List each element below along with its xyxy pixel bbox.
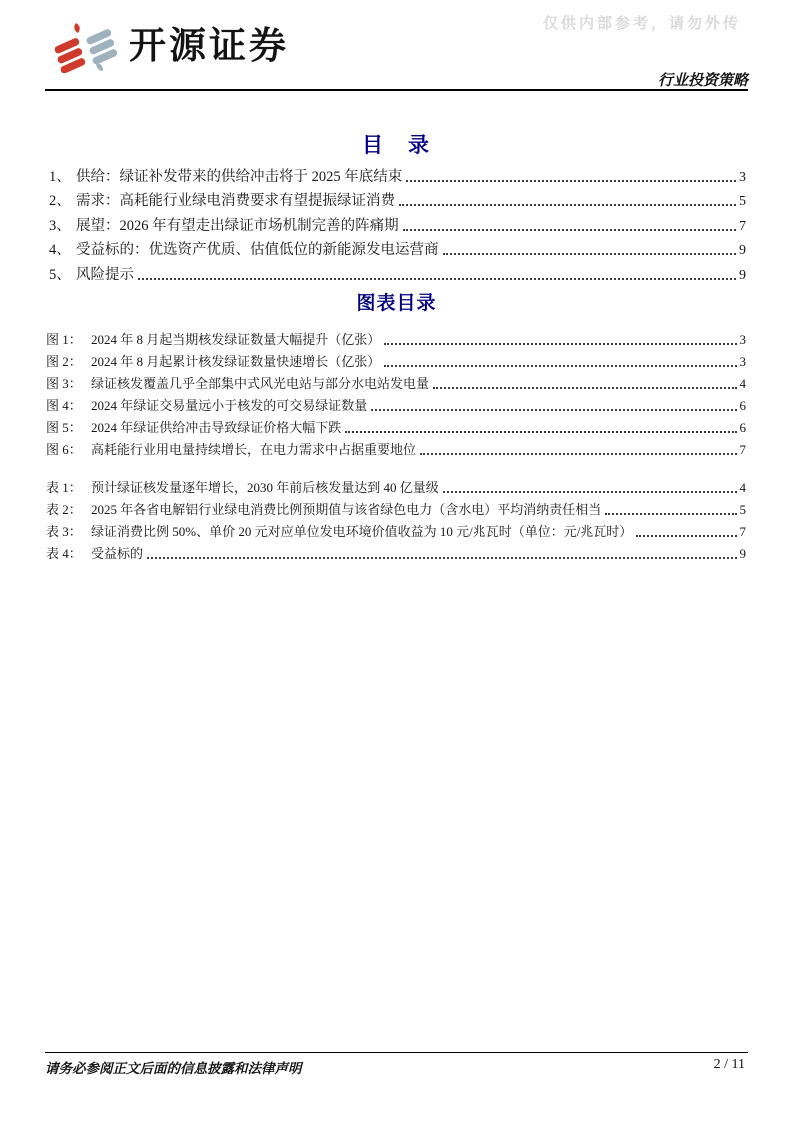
toc-leader-dots (443, 491, 737, 493)
tables-list (45, 474, 748, 562)
table-toc-item[interactable] (45, 518, 748, 540)
toc-item-page: 3 (739, 169, 746, 185)
figure-item-page: 3 (739, 354, 746, 369)
toc-item[interactable] (45, 161, 748, 186)
toc-list (45, 161, 748, 284)
figure-item-text: 2024 年 8 月起当期核发绿证数量大幅提升（亿张） (91, 332, 381, 347)
toc-item[interactable] (45, 259, 748, 284)
toc-item[interactable] (45, 235, 748, 260)
toc-item-number: 2、 (49, 193, 71, 210)
toc-leader-dots (420, 453, 736, 455)
table-item-text: 2025 年各省电解铝行业绿电消费比例预期值与该省绿色电力（含水电）平均消纳责任相当 (91, 502, 602, 517)
figure-item-text: 2024 年绿证交易量远小于核发的可交易绿证数量 (91, 398, 368, 413)
toc-leader-dots (384, 343, 736, 345)
toc-item-number: 1、 (49, 168, 71, 185)
toc-item-page: 5 (739, 194, 746, 210)
figure-item-page: 6 (739, 420, 746, 435)
table-toc-item[interactable] (45, 540, 748, 562)
table-item-number: 表 3： (46, 524, 82, 539)
footer-divider (45, 1052, 748, 1053)
figure-toc-item[interactable] (45, 348, 748, 370)
figure-toc-item[interactable] (45, 436, 748, 458)
toc-leader-dots (345, 431, 736, 433)
header-divider (45, 89, 748, 91)
table-item-number: 表 2： (46, 502, 82, 517)
page-number: 2 / 11 (713, 1057, 745, 1072)
toc-item-number: 3、 (49, 217, 71, 234)
toc-item-number: 5、 (49, 266, 71, 283)
internal-watermark: 仅供内部参考，请勿外传 (542, 16, 741, 32)
toc-leader-dots (138, 278, 736, 280)
toc-item-number: 4、 (49, 242, 71, 259)
brand-name: 开源证券 (129, 25, 289, 66)
report-category-label: 行业投资策略 (657, 73, 748, 89)
figure-item-number: 图 3： (46, 376, 82, 391)
toc-item[interactable] (45, 210, 748, 235)
toc-leader-dots (371, 409, 736, 411)
toc-item-text: 展望：2026 年有望走出绿证市场机制完善的阵痛期 (76, 217, 399, 234)
toc-leader-dots (147, 557, 736, 559)
toc-title: 目 录 (362, 133, 431, 157)
figure-item-text: 2024 年 8 月起累计核发绿证数量快速增长（亿张） (91, 354, 381, 369)
toc-leader-dots (384, 365, 736, 367)
toc-leader-dots (636, 535, 736, 537)
table-item-page: 9 (739, 546, 746, 561)
figure-item-page: 4 (739, 376, 746, 391)
toc-leader-dots (433, 387, 736, 389)
figure-item-number: 图 1： (46, 332, 82, 347)
figure-item-number: 图 2： (46, 354, 82, 369)
figure-item-page: 3 (739, 332, 746, 347)
table-toc-item[interactable] (45, 496, 748, 518)
toc-item-text: 受益标的：优选资产优质、估值低位的新能源发电运营商 (76, 242, 439, 259)
toc-leader-dots (406, 180, 736, 182)
table-item-text: 受益标的 (91, 546, 144, 561)
kaiyuan-logo-icon (55, 19, 117, 73)
toc-item-text: 供给：绿证补发带来的供给冲击将于 2025 年底结束 (76, 168, 403, 185)
footer-disclaimer: 请务必参阅正文后面的信息披露和法律声明 (45, 1061, 302, 1076)
figure-item-number: 图 5： (46, 420, 82, 435)
figure-item-text: 2024 年绿证供给冲击导致绿证价格大幅下跌 (91, 420, 342, 435)
figure-item-number: 图 6： (46, 442, 82, 457)
table-item-number: 表 1： (46, 480, 82, 495)
table-toc-item[interactable] (45, 474, 748, 496)
figure-toc-item[interactable] (45, 392, 748, 414)
toc-leader-dots (443, 253, 737, 255)
brand-logo (55, 19, 289, 73)
figure-item-text: 绿证核发覆盖几乎全部集中式风光电站与部分水电站发电量 (91, 376, 430, 391)
toc-item-text: 需求：高耗能行业绿电消费要求有望提振绿证消费 (76, 193, 395, 210)
figure-toc-item[interactable] (45, 326, 748, 348)
toc-item-page: 7 (739, 218, 746, 234)
figure-item-text: 高耗能行业用电量持续增长，在电力需求中占据重要地位 (91, 442, 417, 457)
toc-item-text: 风险提示 (76, 266, 134, 283)
toc-item-page: 9 (739, 267, 746, 283)
table-item-page: 7 (739, 524, 746, 539)
table-item-page: 5 (739, 502, 746, 517)
table-item-text: 预计绿证核发量逐年增长，2030 年前后核发量达到 40 亿量级 (91, 480, 439, 495)
toc-item[interactable] (45, 186, 748, 211)
table-item-page: 4 (739, 480, 746, 495)
figure-toc-item[interactable] (45, 370, 748, 392)
figures-toc-title: 图表目录 (356, 293, 437, 314)
figure-toc-item[interactable] (45, 414, 748, 436)
table-item-number: 表 4： (46, 546, 82, 561)
figure-item-number: 图 4： (46, 398, 82, 413)
figures-list (45, 326, 748, 458)
figure-item-page: 6 (739, 398, 746, 413)
toc-leader-dots (605, 513, 736, 515)
table-item-text: 绿证消费比例 50%、单价 20 元对应单位发电环境价值收益为 10 元/兆瓦时（单位：元/兆瓦时） (91, 524, 633, 539)
toc-item-page: 9 (739, 243, 746, 259)
toc-leader-dots (399, 204, 736, 206)
figure-item-page: 7 (739, 442, 746, 457)
toc-leader-dots (403, 229, 736, 231)
